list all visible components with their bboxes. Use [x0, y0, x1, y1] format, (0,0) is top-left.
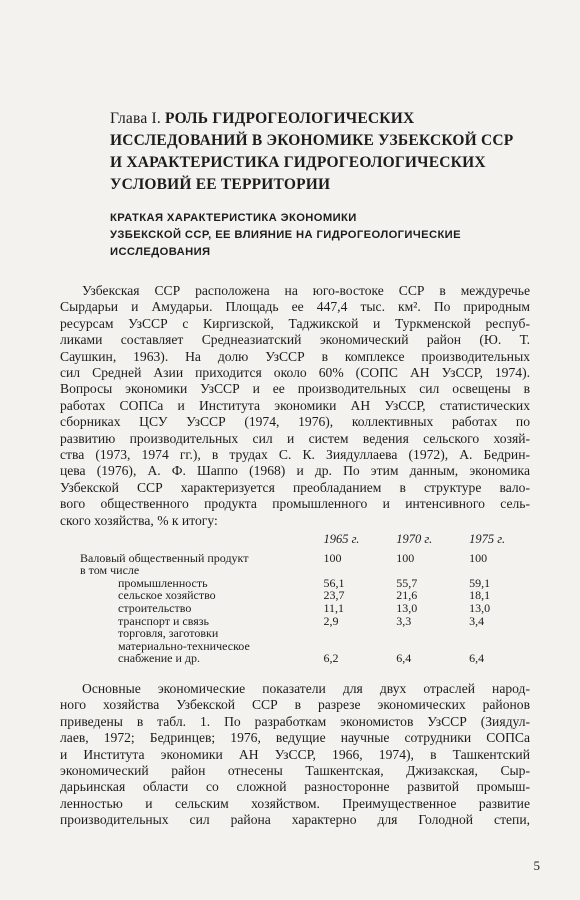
row-label: промышленность [118, 575, 208, 590]
table-row [80, 602, 530, 615]
row-label: снабжение и др. [118, 651, 201, 666]
table-body [80, 552, 530, 665]
row-value [457, 627, 530, 640]
text-line: сборниках ЦСУ УзССР (1974, 1976), коллективных работах по [60, 414, 530, 430]
row-value [384, 640, 457, 653]
text-line: ского хозяйства, % к итогу: [60, 512, 218, 528]
text-line: работах СОПСа и Института экономики АН УзССР, статистических [60, 397, 530, 413]
row-value: 56,1 [323, 575, 345, 590]
text-line: ного хозяйства Узбекской ССР в разрезе экономических районов [60, 697, 530, 713]
text-line: Узбекской ССР характеризуется преобладанием в структуре вало- [60, 479, 530, 495]
row-value [311, 640, 384, 653]
chapter-lead: Глава I. [110, 110, 165, 127]
row-value: 18,1 [469, 588, 491, 603]
row-label: строительство [118, 601, 192, 616]
year-header: 1965 г. [323, 532, 360, 547]
text-line: ресурсам УзССР с Киргизской, Таджикской и Туркменской респуб- [60, 315, 530, 331]
chapter-title-line: ИССЛЕДОВАНИЙ В ЭКОНОМИКЕ УЗБЕКСКОЙ ССР [110, 132, 514, 149]
row-value: 2,9 [323, 613, 339, 628]
section-title-line: КРАТКАЯ ХАРАКТЕРИСТИКА ЭКОНОМИКИ [110, 212, 357, 224]
year-header: 1970 г. [396, 532, 433, 547]
chapter-title-line: И ХАРАКТЕРИСТИКА ГИДРОГЕОЛОГИЧЕСКИХ [110, 154, 486, 171]
row-value [457, 564, 530, 577]
gdp-structure-table [80, 533, 530, 665]
chapter-title-line: УСЛОВИЙ ЕЕ ТЕРРИТОРИИ [110, 176, 331, 193]
text-line: сил Средней Азии приходится около 60% (СОПС АН УзССР, 1974). [60, 365, 530, 381]
section-title-line: ИССЛЕДОВАНИЯ [110, 246, 211, 258]
row-value: 6,2 [323, 651, 339, 666]
row-label: в том числе [80, 563, 140, 578]
text-line: ленностью и сельским хозяйством. Преимущественное развитие [60, 795, 530, 811]
row-value: 100 [323, 550, 342, 565]
row-value: 3,3 [396, 613, 412, 628]
page-number: 5 [533, 858, 540, 873]
row-value: 100 [396, 550, 415, 565]
row-value [384, 627, 457, 640]
text-line: экономический район отнесены Ташкентская, Джизакская, Сыр- [60, 763, 530, 779]
text-line: лаев, 1972; Бедринцев; 1976, ведущие научные сотрудники СОПСа [60, 730, 530, 746]
row-value: 21,6 [396, 588, 418, 603]
row-value [457, 640, 530, 653]
row-value [311, 627, 384, 640]
row-value: 3,4 [469, 613, 485, 628]
text-line: дарьинская области со сложной разносторонне развитой промыш- [60, 779, 530, 795]
table-row [80, 627, 530, 640]
text-line: цева (1976), А. Ф. Шаппо (1968) и др. По этим данным, экономика [60, 463, 530, 479]
table-row [80, 564, 530, 577]
row-value: 55,7 [396, 575, 418, 590]
text-line: Саушкин, 1963). На долю УзССР в комплексе производительных [60, 348, 530, 364]
text-line: производительных сил района характерно для Голодной степи, [60, 812, 530, 828]
chapter-title-line: РОЛЬ ГИДРОГЕОЛОГИЧЕСКИХ [165, 110, 415, 127]
page-content [60, 108, 530, 829]
row-value [384, 564, 457, 577]
text-line: Основные экономические показатели для двух отраслей народ- [82, 681, 530, 697]
text-line: Сырдарьи и Амударьи. Площадь ее 447,4 тыс. км². По природным [60, 299, 530, 315]
row-label: транспорт и связь [118, 613, 209, 628]
row-value: 23,7 [323, 588, 345, 603]
text-line: Вопросы экономики УзССР и ее производительных сил освещены в [60, 381, 530, 397]
text-line: Узбекская ССР расположена на юго-востоке ССР в междуречье [82, 283, 530, 298]
row-value: 11,1 [323, 601, 345, 616]
row-label: сельское хозяйство [118, 588, 216, 603]
row-value: 59,1 [469, 575, 491, 590]
row-value: 13,0 [469, 601, 491, 616]
text-line: приведены в табл. 1. По разработкам экономистов УзССР (Зиядул- [60, 713, 530, 729]
table-row [80, 552, 530, 565]
row-value: 6,4 [396, 651, 412, 666]
paragraph-regions [60, 681, 530, 829]
year-header: 1975 г. [469, 532, 506, 547]
text-line: развитию производительных сил и систем ведения сельского хозяй- [60, 430, 530, 446]
section-title-line: УЗБЕКСКОЙ ССР, ЕЕ ВЛИЯНИЕ НА ГИДРОГЕОЛОГИЧЕСКИЕ [110, 229, 461, 241]
row-value: 6,4 [469, 651, 485, 666]
row-value [311, 564, 384, 577]
table-header-empty [80, 533, 311, 552]
row-label: материально-техническое [118, 638, 250, 653]
text-line: ликами составляет Среднеазиатский экономический район (Ю. Т. [60, 332, 530, 348]
paragraph-intro [60, 283, 530, 529]
text-line: ства (1973, 1974 гг.), в трудах С. К. Зиядуллаева (1972), А. Бедрин- [60, 447, 530, 463]
row-label: торговля, заготовки [118, 626, 219, 641]
text-line: и Института экономики АН УзССР, 1966, 1974), в Ташкентский [60, 746, 530, 762]
section-title [110, 210, 530, 261]
row-label: Валовый общественный продукт [80, 550, 249, 565]
row-value: 13,0 [396, 601, 418, 616]
text-line: вого общественного продукта промышленного и интенсивного сель- [60, 496, 530, 512]
chapter-title [110, 108, 530, 196]
row-value: 100 [469, 550, 488, 565]
table-header-row [80, 533, 530, 552]
table-row [80, 652, 530, 665]
